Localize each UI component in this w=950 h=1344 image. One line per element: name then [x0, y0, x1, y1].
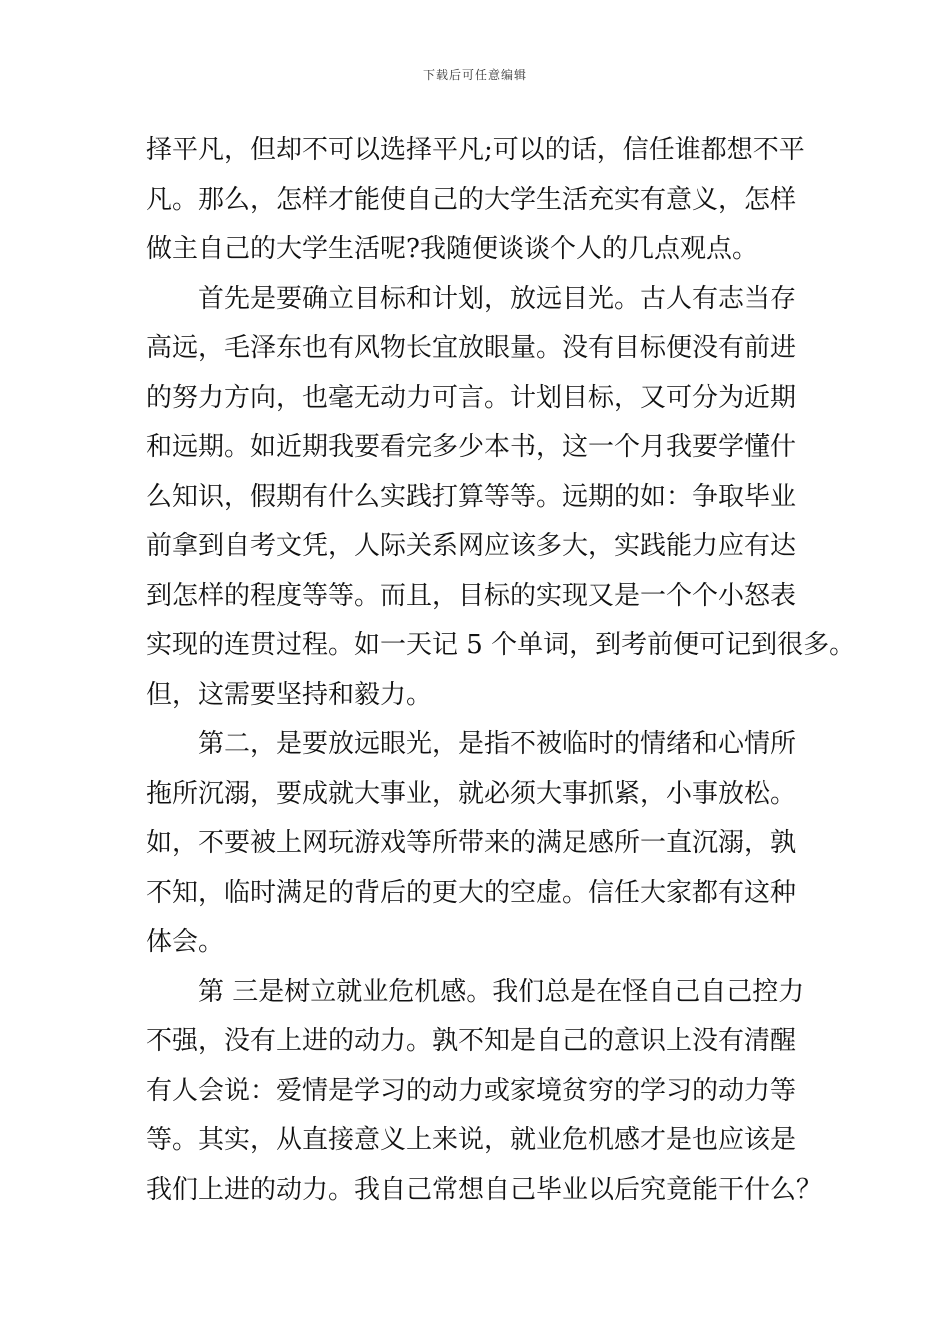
text-line: 我们上进的动力。我自己常想自己毕业以后究竟能干什么？ — [146, 1174, 823, 1205]
text-line: 和远期。如近期我要看完多少本书，这一个月我要学懂什 — [146, 432, 797, 462]
text-line: 到怎样的程度等等。而且，目标的实现又是一个个小怒表 — [146, 580, 797, 611]
text-line: 不知，临时满足的背后的更大的空虚。信任大家都有这种 — [146, 877, 797, 908]
text-line: 等。其实，从直接意义上来说，就业危机感才是也应该是 — [146, 1125, 797, 1155]
text-line: 首先是要确立目标和计划，放远目光。古人有志当存 — [198, 283, 797, 314]
document-body — [146, 126, 856, 1215]
page-header: 下载后可任意编辑 — [422, 68, 527, 82]
text-line: 么知识，假期有什么实践打算等等。远期的如：争取毕业 — [146, 481, 797, 512]
text-line: 拖所沉溺，要成就大事业，就必须大事抓紧，小事放松。 — [146, 778, 797, 809]
text-line: 第 三是树立就业危机感。我们总是在怪自己自己控力 — [198, 976, 805, 1007]
paragraph-1 — [146, 126, 836, 275]
text-line: 有人会说：爱情是学习的动力或家境贫穷的学习的动力等 — [146, 1075, 797, 1106]
paragraph-3 — [146, 720, 836, 968]
text-line: 凡。那么，怎样才能使自己的大学生活充实有意义，怎样 — [146, 184, 797, 215]
text-line: 的努力方向，也毫无动力可言。计划目标，又可分为近期 — [146, 382, 797, 413]
text-line: 体会。 — [146, 927, 225, 957]
text-line: 高远，毛泽东也有风物长宜放眼量。没有目标便没有前进 — [146, 333, 797, 363]
text-line: 择平凡，但却不可以选择平凡;可以的话，信任谁都想不平 — [146, 135, 805, 165]
text-line: 但，这需要坚持和毅力。 — [146, 679, 433, 710]
text-line: 如，不要被上网玩游戏等所带来的满足感所一直沉溺，孰 — [146, 828, 797, 858]
paragraph-2 — [146, 275, 856, 721]
text-line: 做主自己的大学生活呢?我随便谈谈个人的几点观点。 — [146, 234, 758, 264]
text-line: 前拿到自考文凭，人际关系网应该多大，实践能力应有达 — [146, 531, 797, 561]
text-line: 不强，没有上进的动力。孰不知是自己的意识上没有清醒 — [146, 1026, 797, 1056]
text-line: 第二，是要放远眼光，是指不被临时的情绪和心情所 — [198, 729, 797, 759]
text-line: 实现的连贯过程。如一天记 5 个单词，到考前便可记到很多。 — [146, 630, 856, 660]
paragraph-4 — [146, 968, 836, 1216]
